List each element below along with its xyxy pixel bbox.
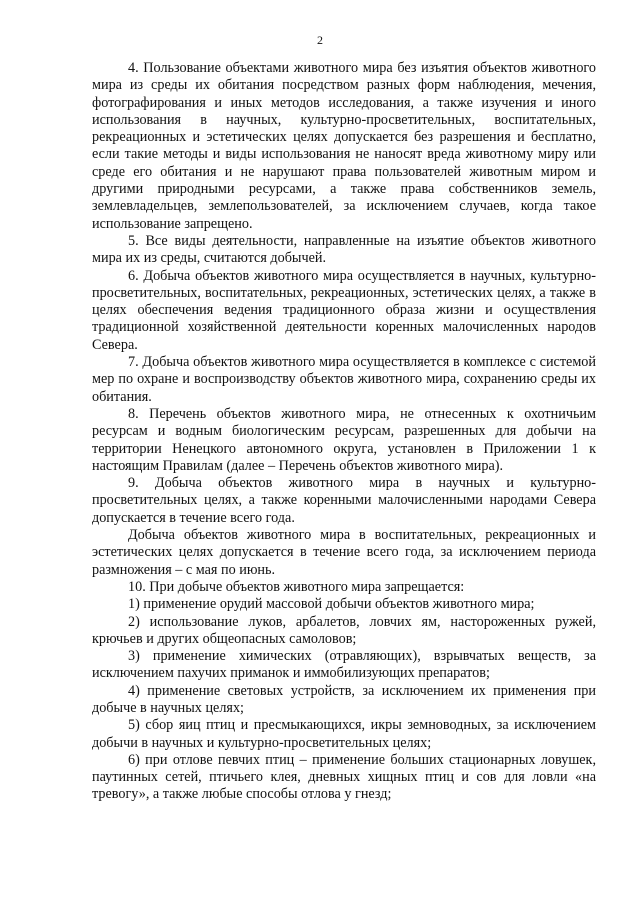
list-item-2: 2) использование луков, арбалетов, ловчих ям, настороженных ружей, крючьев и других общеопасных самоловов; (92, 613, 596, 647)
list-item-6: 6) при отлове певчих птиц – применение больших стационарных ловушек, паутинных сетей, птичьего клея, дневных хищных птиц и сов для ловли «на тревогу», а также любые способы отлова у гнезд; (92, 751, 596, 803)
paragraph-item-9: 9. Добыча объектов животного мира в научных и культурно-просветительных целях, а также коренными малочисленными народами Севера допускается в течение всего года. (92, 475, 596, 526)
paragraph-item-10-heading: 10. При добыче объектов животного мира запрещается: (128, 578, 465, 595)
page-number: 2 (317, 33, 323, 47)
paragraph-item-6: 6. Добыча объектов животного мира осуществляется в научных, культурно-просветительных, воспитательных, рекреационных, эстетических целях, а также в целях обеспечения ведения традиционного образа жизни и осуществления традиционной хозяйственной деятельности коренных малочисленных народов Севера. (92, 267, 596, 353)
paragraph-item-9-continued: Добыча объектов животного мира в воспитательных, рекреационных и эстетических целях допускается в течение всего года, за исключением периода размножения – с мая по июнь. (92, 527, 596, 578)
paragraph-item-7: 7. Добыча объектов животного мира осуществляется в комплексе с системой мер по охране и воспроизводству объектов животного мира, сохранению среды их обитания. (92, 354, 596, 405)
list-item-5: 5) сбор яиц птиц и пресмыкающихся, икры земноводных, за исключением добычи в научных и культурно-просветительных целях; (92, 717, 596, 751)
paragraph-item-5: 5. Все виды деятельности, направленные на изъятие объектов животного мира их из среды, считаются добычей. (92, 232, 596, 267)
list-item-3: 3) применение химических (отравляющих), взрывчатых веществ, за исключением пахучих приманок и иммобилизующих препаратов; (92, 648, 596, 682)
list-item-1: 1) применение орудий массовой добычи объектов животного мира; (128, 596, 535, 613)
document-body (92, 60, 596, 804)
list-item-4: 4) применение световых устройств, за исключением их применения при добыче в научных целях; (92, 682, 596, 716)
paragraph-item-4: 4. Пользование объектами животного мира без изъятия объектов животного мира из среды их обитания посредством разных форм наблюдения, мечения, фотографирования и иных методов исследования, а также изучения и иного использования в научных, культурно-просветительных, воспитательных, рекреационных и эстетических целях допускается без разрешения и бесплатно, если такие методы и виды использования не наносят вреда животному миру или среде его обитания и не нарушают права пользователей животным миром и другими природными ресурсами, а также права собственников земель, землевладельцев, землепользователей, за исключением случаев, когда такое использование запрещено. (92, 60, 596, 232)
paragraph-item-8: 8. Перечень объектов животного мира, не отнесенных к охотничьим ресурсам и водным биологическим ресурсам, разрешенных для добычи на территории Ненецкого автономного округа, установлен в Приложении 1 к настоящим Правилам (далее – Перечень объектов животного мира). (92, 405, 596, 474)
